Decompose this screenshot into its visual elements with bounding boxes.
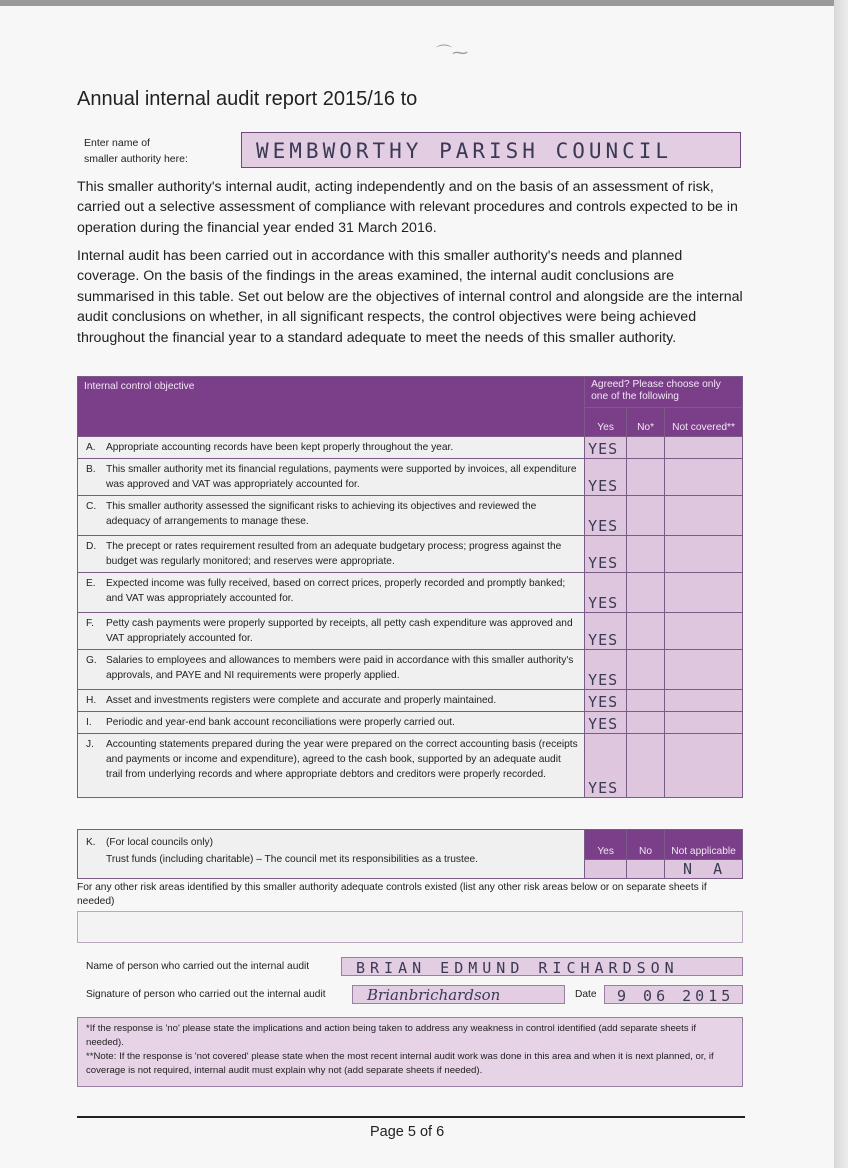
- signature-field[interactable]: [352, 985, 565, 1004]
- answer-not-covered[interactable]: [665, 536, 743, 573]
- objective-description: The precept or rates requirement resulted from an adequate budgetary process; progress against the budget was regularly monitored; and reserves were appropriate.: [106, 541, 562, 567]
- answer-yes[interactable]: [585, 437, 627, 459]
- objective-row: [78, 573, 743, 613]
- signature-label: Signature of person who carried out the internal audit: [86, 989, 326, 1000]
- trust-funds-table: [77, 829, 743, 879]
- pencil-mark: ⌒⁓: [436, 43, 469, 62]
- answer-yes[interactable]: [585, 712, 627, 734]
- authority-name-value: WEMBWORTHY PARISH COUNCIL: [256, 139, 673, 163]
- objective-text: [78, 734, 585, 798]
- k-header-no: No: [627, 830, 665, 860]
- enter-name-label: [84, 135, 234, 167]
- k-answer-yes[interactable]: [585, 860, 627, 879]
- k-answer-no[interactable]: [627, 860, 665, 879]
- answer-yes[interactable]: [585, 613, 627, 650]
- scan-top-edge: [0, 0, 836, 6]
- authority-name-field[interactable]: [241, 132, 741, 168]
- objective-row: [78, 536, 743, 573]
- answer-yes-value: YES: [588, 477, 619, 495]
- answer-not-covered[interactable]: [665, 734, 743, 798]
- objective-letter: A.: [86, 442, 96, 453]
- header-agreed: Agreed? Please choose only one of the following: [585, 377, 743, 408]
- objective-description: Petty cash payments were properly supported by receipts, all petty cash expenditure was approved and VAT appropriately accounted for.: [106, 618, 573, 644]
- objective-row: [78, 712, 743, 734]
- other-risk-field[interactable]: [77, 911, 743, 943]
- objective-description: This smaller authority assessed the significant risks to achieving its objectives and reviewed the adequacy of arrangements to manage these.: [106, 501, 537, 527]
- objective-letter: H.: [86, 695, 97, 706]
- auditor-name-label: Name of person who carried out the internal audit: [86, 961, 310, 972]
- answer-yes[interactable]: [585, 459, 627, 496]
- objective-row: [78, 690, 743, 712]
- answer-no[interactable]: [627, 573, 665, 613]
- objective-description: Appropriate accounting records have been kept properly throughout the year.: [106, 442, 454, 453]
- answer-not-covered[interactable]: [665, 613, 743, 650]
- answer-no[interactable]: [627, 734, 665, 798]
- objective-letter: E.: [86, 578, 96, 589]
- objective-letter: B.: [86, 464, 96, 475]
- objective-text: [78, 712, 585, 734]
- objective-text: [78, 459, 585, 496]
- answer-yes[interactable]: [585, 734, 627, 798]
- objective-letter: C.: [86, 501, 97, 512]
- answer-yes-value: YES: [588, 440, 619, 458]
- objective-description: Periodic and year-end bank account reconciliations were properly carried out.: [106, 717, 455, 728]
- auditor-name-value: BRIAN EDMUND RICHARDSON: [356, 959, 679, 977]
- header-yes: Yes: [585, 408, 627, 437]
- auditor-name-field[interactable]: [341, 957, 743, 976]
- objective-description: Accounting statements prepared during the year were prepared on the correct accounting basis (receipts and payments or income and expenditure), agreed to the cash book, supported by an adequate audit trail from underlying records and where appropriate debtors and creditors were properly recorded.: [106, 739, 578, 780]
- objective-text: [78, 650, 585, 690]
- answer-no[interactable]: [627, 613, 665, 650]
- answer-not-covered[interactable]: [665, 712, 743, 734]
- k-header-yes: Yes: [585, 830, 627, 860]
- page-title: Annual internal audit report 2015/16 to: [77, 88, 418, 110]
- objective-row: [78, 496, 743, 536]
- answer-yes[interactable]: [585, 496, 627, 536]
- answer-yes-value: YES: [588, 671, 619, 689]
- answer-yes-value: YES: [588, 631, 619, 649]
- k-letter: K.: [86, 837, 96, 848]
- note-not-covered: **Note: If the response is 'not covered' please state when the most recent internal audit work was done in this area and when it is next planned, or, if coverage is not required, internal audit must explain why not (add separate sheets if needed).: [86, 1051, 714, 1076]
- other-risk-text: For any other risk areas identified by this smaller authority adequate controls existed (list any other risk areas below or on separate sheets if needed): [77, 882, 707, 907]
- answer-yes-value: YES: [588, 715, 619, 733]
- answer-not-covered[interactable]: [665, 496, 743, 536]
- objective-description: This smaller authority met its financial regulations, payments were supported by invoices, all expenditure was approved and VAT was appropriately accounted for.: [106, 464, 577, 490]
- objective-text: [78, 573, 585, 613]
- answer-yes-value: YES: [588, 779, 619, 797]
- objective-text: [78, 536, 585, 573]
- internal-control-table: [77, 376, 743, 798]
- objective-description: Expected income was fully received, based on correct prices, properly recorded and promptly banked; and VAT was appropriately accounted for.: [106, 578, 566, 604]
- answer-no[interactable]: [627, 690, 665, 712]
- objective-text: [78, 690, 585, 712]
- intro-paragraph: This smaller authority's internal audit, acting independently and on the basis of an assessment of risk, carried out a selective assessment of compliance with relevant procedures and controls expected to be in operation during the financial year ended 31 March 2016.: [77, 179, 738, 236]
- answer-not-covered[interactable]: [665, 690, 743, 712]
- note-no-response: *If the response is 'no' please state the implications and action being taken to address any weakness in control identified (add separate sheets if needed).: [86, 1023, 697, 1048]
- objective-description: Salaries to employees and allowances to members were paid in accordance with this smaller authority's approvals, and PAYE and NI requirements were properly applied.: [106, 655, 574, 681]
- conclusions-paragraph: Internal audit has been carried out in accordance with this smaller authority's needs and planned coverage. On the basis of the findings in the areas examined, the internal audit conclusions are summarised in this table. Set out below are the objectives of internal control and alongside are the internal audit conclusions on whether, in all significant respects, the control objectives were being achieved throughout the financial year to a standard adequate to meet the needs of this smaller authority.: [77, 248, 743, 346]
- objective-letter: F.: [86, 618, 94, 629]
- answer-no[interactable]: [627, 459, 665, 496]
- answer-no[interactable]: [627, 650, 665, 690]
- date-field[interactable]: [604, 985, 743, 1004]
- answer-yes[interactable]: [585, 536, 627, 573]
- enter-name-label-line1: Enter name of: [84, 137, 150, 149]
- answer-no[interactable]: [627, 496, 665, 536]
- objective-row: [78, 437, 743, 459]
- objective-row: [78, 650, 743, 690]
- k-line2: Trust funds (including charitable) – The council met its responsibilities as a trustee.: [106, 854, 479, 865]
- objective-row: [78, 459, 743, 496]
- notes-box: [77, 1017, 743, 1087]
- objective-letter: J.: [86, 739, 94, 750]
- answer-not-covered[interactable]: [665, 573, 743, 613]
- answer-no[interactable]: [627, 437, 665, 459]
- answer-no[interactable]: [627, 712, 665, 734]
- k-line1: (For local councils only): [106, 837, 214, 848]
- objective-letter: I.: [86, 717, 92, 728]
- page-number: Page 5 of 6: [370, 1124, 445, 1140]
- objective-description: Asset and investments registers were complete and accurate and properly maintained.: [106, 695, 497, 706]
- answer-yes[interactable]: [585, 690, 627, 712]
- footer-rule: [77, 1116, 745, 1118]
- answer-yes-value: YES: [588, 517, 619, 535]
- objective-row: [78, 734, 743, 798]
- objective-text: [78, 496, 585, 536]
- answer-yes-value: YES: [588, 693, 619, 711]
- answer-not-covered[interactable]: [665, 437, 743, 459]
- answer-yes[interactable]: [585, 573, 627, 613]
- answer-not-covered[interactable]: [665, 459, 743, 496]
- date-value: 9 06 2015: [617, 987, 735, 1005]
- answer-no[interactable]: [627, 536, 665, 573]
- answer-yes[interactable]: [585, 650, 627, 690]
- signature-value: Brianbrichardson: [367, 986, 501, 1004]
- objective-letter: D.: [86, 541, 97, 552]
- date-label: Date: [575, 989, 597, 1000]
- trust-funds-objective: [78, 830, 585, 879]
- answer-yes-value: YES: [588, 594, 619, 612]
- scan-right-edge: [834, 0, 848, 1168]
- objective-letter: G.: [86, 655, 97, 666]
- k-header-not-applicable: Not applicable: [665, 830, 743, 860]
- objective-text: [78, 437, 585, 459]
- enter-name-label-line2: smaller authority here:: [84, 153, 188, 165]
- k-answer-not-applicable[interactable]: [665, 860, 743, 879]
- answer-yes-value: YES: [588, 554, 619, 572]
- header-not-covered: Not covered**: [665, 408, 743, 437]
- objective-text: [78, 613, 585, 650]
- k-answer-value: N A: [683, 860, 729, 878]
- objective-row: [78, 613, 743, 650]
- header-objective: Internal control objective: [78, 377, 585, 437]
- header-no: No*: [627, 408, 665, 437]
- answer-not-covered[interactable]: [665, 650, 743, 690]
